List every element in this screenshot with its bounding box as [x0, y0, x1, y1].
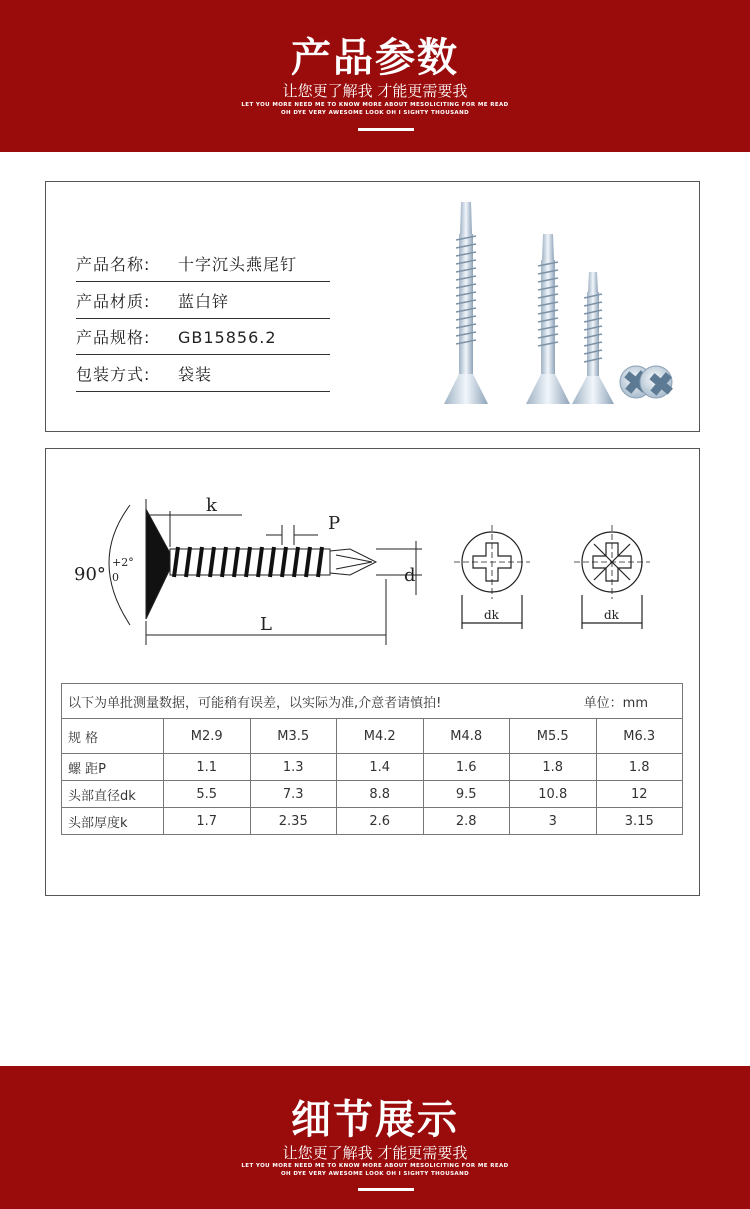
table-header-cell: M4.8 [423, 719, 510, 754]
table-caption [62, 684, 683, 719]
info-row-packaging [76, 355, 330, 392]
table-header-row [62, 719, 683, 754]
table-cell: 1.7 [164, 808, 251, 835]
screw-medium [526, 234, 570, 404]
banner-subtitle: 让您更了解我 才能更需要我 [282, 82, 468, 100]
table-row-label: 螺 距P [62, 754, 164, 781]
table-cell: 7.3 [250, 781, 337, 808]
label-k: k [206, 495, 217, 516]
label-dk-phillips: dk [484, 608, 499, 622]
label-angle: 90° [74, 564, 106, 585]
table-cell: 1.4 [337, 754, 424, 781]
banner-divider [358, 1188, 414, 1191]
drill-tip [330, 549, 376, 575]
label-angle-tol-upper: +2° [112, 556, 134, 569]
banner-title: 产品参数 [291, 35, 459, 81]
info-label: 产品材质: [76, 292, 151, 311]
banner-divider [358, 128, 414, 131]
table-row [62, 754, 683, 781]
table-cell: 12 [596, 781, 683, 808]
table-cell: 9.5 [423, 781, 510, 808]
table-row-label: 头部厚度k [62, 808, 164, 835]
table-cell: 1.8 [596, 754, 683, 781]
spec-drawing-panel [45, 448, 700, 896]
label-p: P [328, 513, 341, 534]
info-row-spec [76, 318, 330, 355]
info-value: 袋装 [178, 365, 213, 384]
screw-product-photo [436, 194, 676, 414]
table-row [62, 808, 683, 835]
banner-english-line-1: LET YOU MORE NEED ME TO KNOW MORE ABOUT MESOLICITING FOR ME READ [241, 102, 509, 108]
product-info-panel [45, 181, 700, 432]
info-value: 蓝白锌 [178, 292, 230, 311]
info-row-name [76, 245, 330, 282]
info-row-material [76, 282, 330, 319]
label-d: d [404, 565, 416, 586]
screw-head-profile [146, 509, 170, 619]
info-label: 包装方式: [76, 365, 151, 384]
table-cell: 1.8 [510, 754, 597, 781]
banner-english-line-1: LET YOU MORE NEED ME TO KNOW MORE ABOUT MESOLICITING FOR ME READ [241, 1163, 509, 1169]
label-angle-tol-lower: 0 [112, 571, 119, 584]
info-value: GB15856.2 [178, 328, 277, 347]
table-cell: 5.5 [164, 781, 251, 808]
table-cell: 2.6 [337, 808, 424, 835]
table-unit: 单位：mm [583, 695, 648, 711]
table-header-label: 规 格 [62, 719, 164, 754]
table-cell: 8.8 [337, 781, 424, 808]
info-value: 十字沉头燕尾钉 [178, 255, 298, 274]
label-l: L [260, 614, 272, 635]
table-cell: 10.8 [510, 781, 597, 808]
table-row [62, 781, 683, 808]
table-row-label: 头部直径dk [62, 781, 164, 808]
banner-subtitle: 让您更了解我 才能更需要我 [282, 1144, 468, 1162]
banner-english-line-2: OH DYE VERY AWESOME LOOK OH I SIGHTY THOUSAND [280, 1171, 470, 1177]
spec-table [61, 683, 683, 835]
table-header-cell: M2.9 [164, 719, 251, 754]
banner-title: 细节展示 [291, 1097, 459, 1143]
header-banner [0, 0, 750, 152]
table-cell: 1.3 [250, 754, 337, 781]
info-label: 产品规格: [76, 328, 151, 347]
table-cell: 2.35 [250, 808, 337, 835]
screw-technical-drawing [46, 449, 699, 664]
label-dk-pozidriv: dk [604, 608, 619, 622]
table-caption-text: 以下为单批测量数据，可能稍有误差，以实际为准,介意者请慎拍! [68, 695, 442, 711]
info-label: 产品名称: [76, 255, 151, 274]
screw-head-top-view-2 [640, 366, 676, 401]
table-header-cell: M5.5 [510, 719, 597, 754]
table-caption-row [62, 684, 683, 719]
table-header-cell: M6.3 [596, 719, 683, 754]
detail-section-banner [0, 1066, 750, 1209]
table-header-cell: M3.5 [250, 719, 337, 754]
table-header-cell: M4.2 [337, 719, 424, 754]
table-cell: 1.6 [423, 754, 510, 781]
screw-long [444, 202, 488, 404]
table-cell: 3 [510, 808, 597, 835]
table-cell: 1.1 [164, 754, 251, 781]
banner-english-line-2: OH DYE VERY AWESOME LOOK OH I SIGHTY THOUSAND [280, 110, 470, 116]
screw-short [572, 272, 614, 404]
table-cell: 2.8 [423, 808, 510, 835]
table-cell: 3.15 [596, 808, 683, 835]
